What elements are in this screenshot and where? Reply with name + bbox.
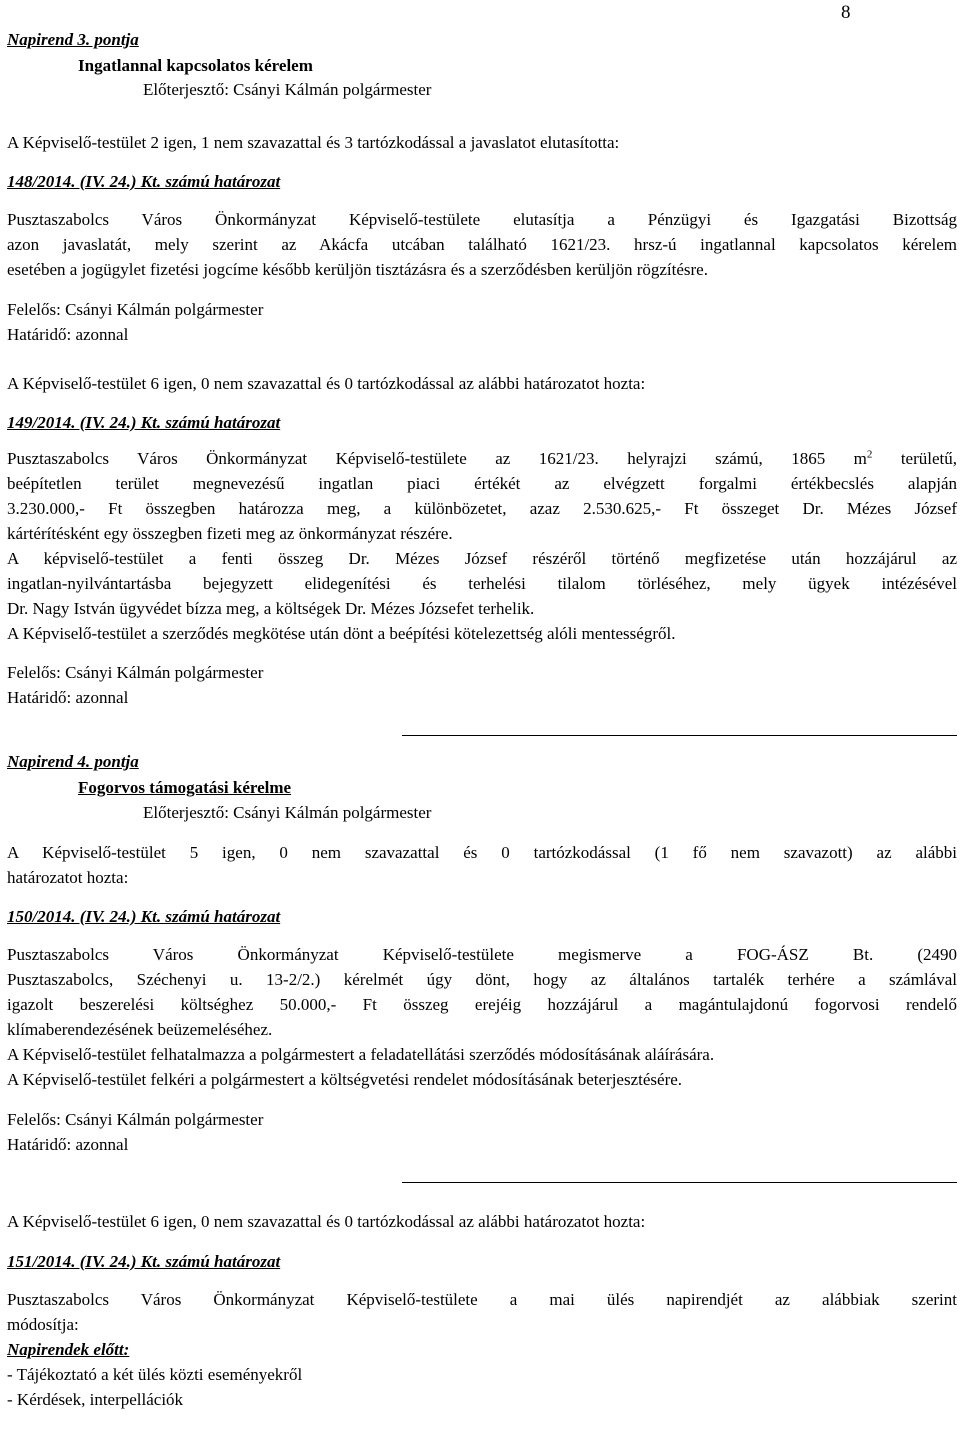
resolution-text-line: azon javaslatát, mely szerint az Akácfa utcában található 1621/23. hrsz-ú ingatlannal kapcsolatos kérelem (7, 235, 957, 254)
responsible-line: Felelős: Csányi Kálmán polgármester (7, 1110, 264, 1129)
vote-statement: határozatot hozta: (7, 868, 129, 887)
resolution-text-line: Pusztaszabolcs Város Önkormányzat Képviselő-testülete megismerve a FOG-ÁSZ Bt. (2490 (7, 945, 957, 964)
presenter-line: Előterjesztő: Csányi Kálmán polgármester (143, 803, 432, 822)
responsible-line: Felelős: Csányi Kálmán polgármester (7, 663, 264, 682)
agenda-item-heading: Napirend 3. pontja (7, 30, 139, 49)
section-divider (402, 735, 957, 736)
resolution-text-line: A Képviselő-testület a szerződés megkötése után dönt a beépítési kötelezettség alóli mentességről. (7, 624, 676, 643)
resolution-number: 151/2014. (IV. 24.) Kt. számú határozat (7, 1252, 281, 1271)
resolution-text-line: igazolt beszerelési költséghez 50.000,- Ft összeg erejéig hozzájárul a magántulajdonú fogorvosi rendelő (7, 995, 957, 1014)
page-number: 8 (841, 2, 851, 23)
resolution-text-line: beépítetlen terület megnevezésű ingatlan piaci értékét az elvégzett forgalmi értékbecslés alapján (7, 474, 957, 493)
list-item: - Tájékoztató a két ülés közti eseményekről (7, 1365, 303, 1384)
resolution-number: 150/2014. (IV. 24.) Kt. számú határozat (7, 907, 281, 926)
resolution-text-line: Pusztaszabolcs Város Önkormányzat Képviselő-testülete elutasítja a Pénzügyi és Igazgatási Bizottság (7, 210, 957, 229)
deadline-line: Határidő: azonnal (7, 325, 129, 344)
deadline-line: Határidő: azonnal (7, 1135, 129, 1154)
resolution-text-line: Pusztaszabolcs Város Önkormányzat Képviselő-testülete a mai ülés napirendjét az alábbiak szerint (7, 1290, 957, 1309)
resolution-text-line: módosítja: (7, 1315, 79, 1334)
section-divider (402, 1182, 957, 1183)
vote-statement: A Képviselő-testület 2 igen, 1 nem szavazattal és 3 tartózkodással a javaslatot elutasította: (7, 133, 620, 152)
vote-statement: A Képviselő-testület 6 igen, 0 nem szavazattal és 0 tartózkodással az alábbi határozatot hozta: (7, 1212, 646, 1231)
list-item: - Kérdések, interpellációk (7, 1390, 184, 1409)
resolution-text-line: A Képviselő-testület felhatalmazza a polgármestert a feladatellátási szerződés módosításának aláírására. (7, 1045, 715, 1064)
resolution-text-line: kártérítésként egy összegben fizeti meg az önkormányzat részére. (7, 524, 453, 543)
vote-statement: A Képviselő-testület 6 igen, 0 nem szavazattal és 0 tartózkodással az alábbi határozatot hozta: (7, 374, 646, 393)
agenda-item-title: Fogorvos támogatási kérelme (78, 778, 292, 797)
resolution-text-line: 3.230.000,- Ft összegben határozza meg, a különbözetet, azaz 2.530.625,- Ft összeget Dr. Mézes József (7, 499, 957, 518)
deadline-line: Határidő: azonnal (7, 688, 129, 707)
resolution-text-line: esetében a jogügylet fizetési jogcíme később kerüljön tisztázásra és a szerződésben kerüljön rögzítésre. (7, 260, 708, 279)
resolution-text-line: Pusztaszabolcs Város Önkormányzat Képviselő-testülete az 1621/23. helyrajzi számú, 1865 $m^2$ területű, (7, 448, 957, 468)
resolution-text-line: Pusztaszabolcs, Széchenyi u. 13-2/2.) kérelmét úgy dönt, hogy az általános tartalék terhére a számlával (7, 970, 957, 989)
vote-statement: A Képviselő-testület 5 igen, 0 nem szavazattal és 0 tartózkodással (1 fő nem szavazott) az alábbi (7, 843, 957, 862)
resolution-text-line: klímaberendezésének beüzemeléséhez. (7, 1020, 273, 1039)
resolution-text-line: A Képviselő-testület felkéri a polgármestert a költségvetési rendelet módosításának beterjesztésére. (7, 1070, 683, 1089)
agenda-item-title: Ingatlannal kapcsolatos kérelem (78, 56, 313, 75)
resolution-number: 149/2014. (IV. 24.) Kt. számú határozat (7, 413, 281, 432)
responsible-line: Felelős: Csányi Kálmán polgármester (7, 300, 264, 319)
presenter-line: Előterjesztő: Csányi Kálmán polgármester (143, 80, 432, 99)
agenda-item-heading: Napirend 4. pontja (7, 752, 139, 771)
resolution-text-line: ingatlan-nyilvántartásba bejegyzett elidegenítési és terhelési tilalom törléséhez, mely ügyek intézésével (7, 574, 957, 593)
resolution-number: 148/2014. (IV. 24.) Kt. számú határozat (7, 172, 281, 191)
resolution-text-line: Dr. Nagy István ügyvédet bízza meg, a költségek Dr. Mézes Józsefet terhelik. (7, 599, 535, 618)
agenda-subheading: Napirendek előtt: (7, 1340, 130, 1359)
resolution-text-line: A képviselő-testület a fenti összeg Dr. Mézes József részéről történő megfizetése után hozzájárul az (7, 549, 957, 568)
